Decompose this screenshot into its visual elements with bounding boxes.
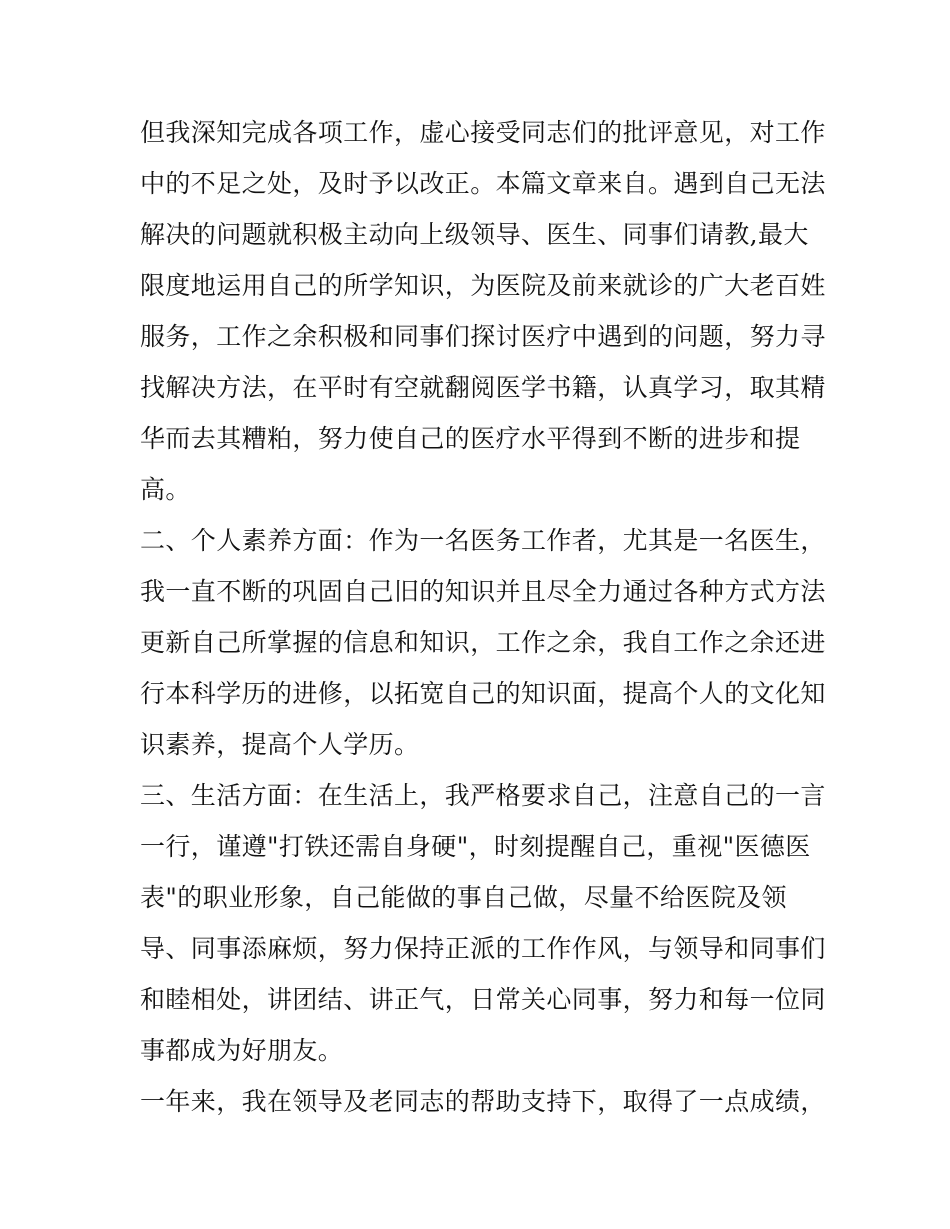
text-line: 一年来，我在领导及老同志的帮助支持下，取得了一点成绩， (140, 1087, 826, 1116)
text-line: 一行，谨遵"打铁还需自身硬"，时刻提醒自己，重视"医德医 (140, 832, 811, 861)
text-line: 导、同事添麻烦，努力保持正派的工作作风，与领导和同事们 (140, 934, 826, 963)
text-line: 更新自己所掌握的信息和知识，工作之余，我自工作之余还进 (140, 628, 826, 657)
text-line: 二、个人素养方面：作为一名医务工作者，尤其是一名医生， (140, 526, 826, 555)
text-line: 但我深知完成各项工作，虚心接受同志们的批评意见，对工作 (140, 118, 826, 147)
text-line: 服务，工作之余积极和同事们探讨医疗中遇到的问题，努力寻 (140, 322, 826, 351)
text-line: 解决的问题就积极主动向上级领导、医生、同事们请教,最大 (140, 220, 809, 249)
text-line: 识素养，提高个人学历。 (140, 730, 420, 759)
text-line: 限度地运用自己的所学知识，为医院及前来就诊的广大老百姓 (140, 271, 826, 300)
text-line: 中的不足之处，及时予以改正。本篇文章来自。遇到自己无法 (140, 169, 826, 198)
text-line: 三、生活方面：在生活上，我严格要求自己，注意自己的一言 (140, 781, 826, 810)
document-body (140, 107, 826, 1127)
text-line: 华而去其糟粕，努力使自己的医疗水平得到不断的进步和提 (140, 424, 801, 453)
text-line: 事都成为好朋友。 (140, 1036, 344, 1065)
text-line: 找解决方法，在平时有空就翻阅医学书籍，认真学习，取其精 (140, 373, 826, 402)
text-line: 高。 (140, 475, 191, 504)
text-line: 表"的职业形象，自己能做的事自己做，尽量不给医院及领 (140, 883, 787, 912)
text-line: 我一直不断的巩固自己旧的知识并且尽全力通过各种方式方法 (140, 577, 826, 606)
text-line: 行本科学历的进修，以拓宽自己的知识面，提高个人的文化知 (140, 679, 826, 708)
text-line: 和睦相处，讲团结、讲正气，日常关心同事，努力和每一位同 (140, 985, 826, 1014)
